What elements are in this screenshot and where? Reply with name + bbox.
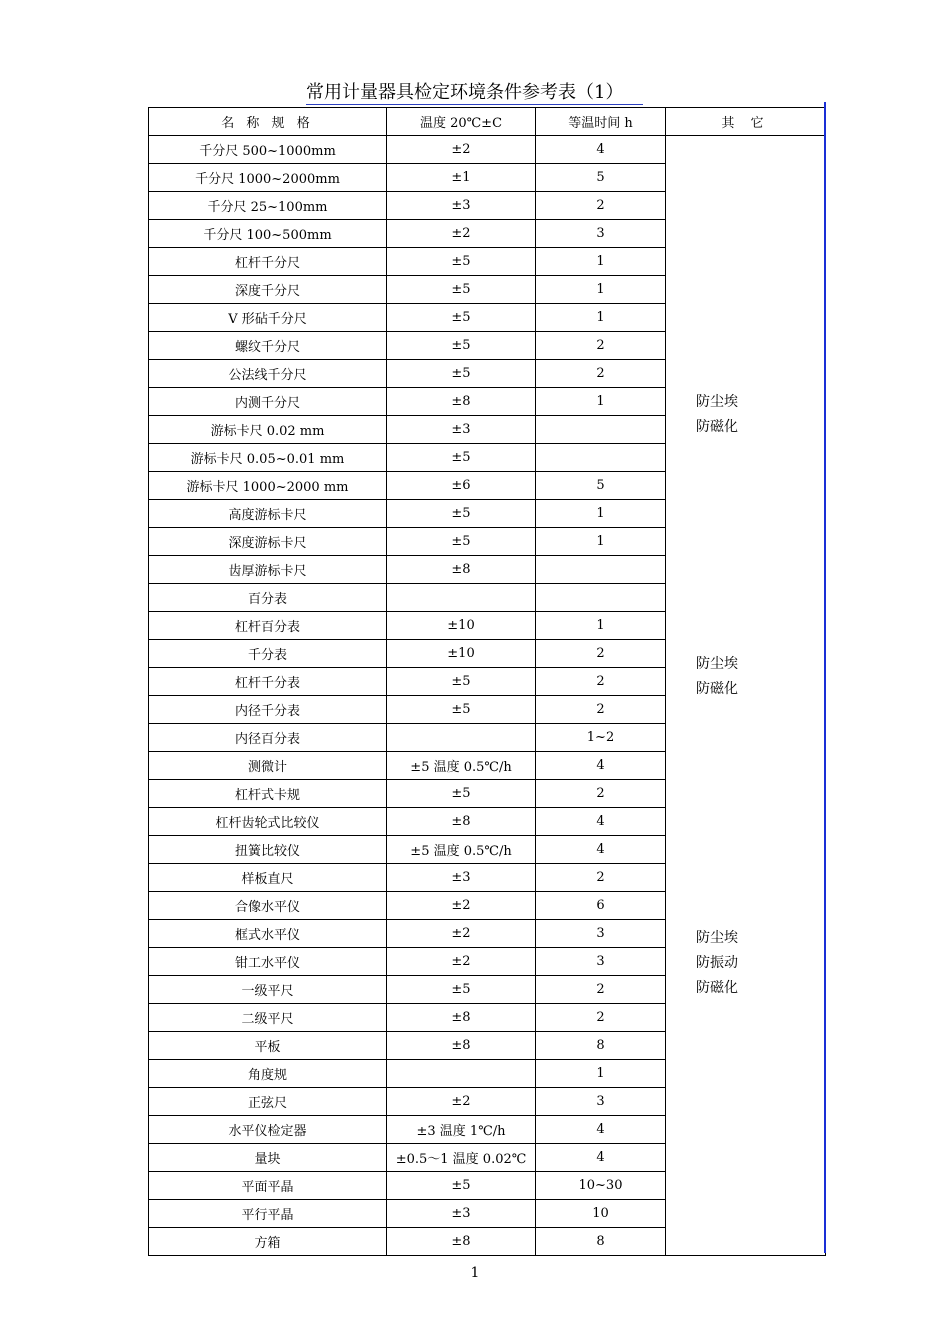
cell-name: 水平仪检定器 [149, 1116, 387, 1144]
cell-temperature: ±8 [387, 1004, 536, 1032]
cell-name: 角度规 [149, 1060, 387, 1088]
cell-soak-time: 1 [536, 248, 666, 276]
environment-table [148, 107, 826, 1256]
cell-temperature: ±10 [387, 640, 536, 668]
cell-soak-time: 2 [536, 864, 666, 892]
cell-temperature: ±5 温度 0.5℃/h [387, 752, 536, 780]
cell-name: 杠杆齿轮式比较仪 [149, 808, 387, 836]
note-line: 防磁化 [696, 980, 738, 996]
cell-temperature: ±3 [387, 416, 536, 444]
cell-temperature: ±6 [387, 472, 536, 500]
cell-temperature: ±8 [387, 388, 536, 416]
cell-name: 齿厚游标卡尺 [149, 556, 387, 584]
cell-soak-time: 1 [536, 1060, 666, 1088]
cell-name: 框式水平仪 [149, 920, 387, 948]
cell-name: 千分表 [149, 640, 387, 668]
cell-name: V 形砧千分尺 [149, 304, 387, 332]
cell-name: 正弦尺 [149, 1088, 387, 1116]
note-line: 防尘埃 [696, 656, 738, 672]
cell-name: 千分尺 1000~2000mm [149, 164, 387, 192]
cell-name: 平面平晶 [149, 1172, 387, 1200]
cell-name: 方箱 [149, 1228, 387, 1256]
header-soak-time: 等温时间 h [536, 108, 666, 136]
cell-soak-time: 8 [536, 1228, 666, 1256]
cell-temperature: ±8 [387, 808, 536, 836]
cell-temperature: ±2 [387, 220, 536, 248]
cell-soak-time [536, 556, 666, 584]
cell-other-notes [666, 136, 826, 1256]
cell-name: 杠杆式卡规 [149, 780, 387, 808]
cell-soak-time: 10 [536, 1200, 666, 1228]
cell-soak-time: 4 [536, 136, 666, 164]
cell-name: 千分尺 100~500mm [149, 220, 387, 248]
cell-name: 高度游标卡尺 [149, 500, 387, 528]
cell-soak-time [536, 444, 666, 472]
cell-soak-time: 1 [536, 612, 666, 640]
cell-soak-time: 8 [536, 1032, 666, 1060]
cell-temperature: ±8 [387, 556, 536, 584]
cell-name: 内测千分尺 [149, 388, 387, 416]
note-group [696, 926, 738, 1001]
header-name: 名 称 规 格 [149, 108, 387, 136]
cell-soak-time: 4 [536, 836, 666, 864]
cell-name: 深度千分尺 [149, 276, 387, 304]
cell-name: 深度游标卡尺 [149, 528, 387, 556]
cell-soak-time: 3 [536, 920, 666, 948]
cell-soak-time: 1 [536, 528, 666, 556]
margin-bar [824, 102, 826, 1253]
cell-soak-time: 4 [536, 752, 666, 780]
cell-temperature: ±5 [387, 500, 536, 528]
cell-temperature: ±5 [387, 248, 536, 276]
note-line: 防尘埃 [696, 394, 738, 410]
cell-name: 二级平尺 [149, 1004, 387, 1032]
cell-temperature: ±3 温度 1℃/h [387, 1116, 536, 1144]
table-header-row [149, 108, 826, 136]
cell-temperature: ±1 [387, 164, 536, 192]
cell-name: 千分尺 500~1000mm [149, 136, 387, 164]
cell-soak-time: 3 [536, 948, 666, 976]
cell-temperature: ±5 [387, 668, 536, 696]
cell-temperature: ±8 [387, 1032, 536, 1060]
cell-name: 百分表 [149, 584, 387, 612]
note-group [696, 652, 738, 702]
cell-temperature: ±5 [387, 780, 536, 808]
cell-soak-time: 2 [536, 360, 666, 388]
cell-temperature: ±5 [387, 444, 536, 472]
cell-name: 测微计 [149, 752, 387, 780]
cell-name: 一级平尺 [149, 976, 387, 1004]
cell-name: 平板 [149, 1032, 387, 1060]
cell-temperature: ±5 [387, 332, 536, 360]
cell-name: 千分尺 25~100mm [149, 192, 387, 220]
cell-soak-time: 5 [536, 164, 666, 192]
cell-temperature: ±2 [387, 136, 536, 164]
cell-temperature: ±2 [387, 920, 536, 948]
cell-temperature: ±3 [387, 192, 536, 220]
cell-temperature: ±5 [387, 304, 536, 332]
cell-temperature: ±5 [387, 1172, 536, 1200]
cell-soak-time: 2 [536, 780, 666, 808]
cell-name: 平行平晶 [149, 1200, 387, 1228]
cell-soak-time: 1 [536, 304, 666, 332]
cell-soak-time: 1~2 [536, 724, 666, 752]
cell-temperature: ±5 [387, 276, 536, 304]
cell-name: 螺纹千分尺 [149, 332, 387, 360]
title-underline [306, 104, 643, 105]
cell-soak-time: 1 [536, 388, 666, 416]
cell-name: 扭簧比较仪 [149, 836, 387, 864]
cell-soak-time: 1 [536, 500, 666, 528]
cell-soak-time: 4 [536, 1144, 666, 1172]
cell-temperature: ±8 [387, 1228, 536, 1256]
cell-name: 内径千分表 [149, 696, 387, 724]
cell-temperature: ±3 [387, 864, 536, 892]
cell-soak-time: 10~30 [536, 1172, 666, 1200]
cell-temperature: ±5 [387, 528, 536, 556]
cell-soak-time: 2 [536, 696, 666, 724]
note-line: 防尘埃 [696, 930, 738, 946]
cell-soak-time: 3 [536, 220, 666, 248]
page-title: 常用计量器具检定环境条件参考表（1） [306, 82, 624, 103]
cell-name: 量块 [149, 1144, 387, 1172]
cell-temperature: ±2 [387, 948, 536, 976]
cell-temperature: ±10 [387, 612, 536, 640]
cell-soak-time: 2 [536, 668, 666, 696]
cell-name: 样板直尺 [149, 864, 387, 892]
cell-soak-time: 2 [536, 1004, 666, 1032]
table-row [149, 136, 826, 164]
cell-name: 钳工水平仪 [149, 948, 387, 976]
cell-name: 杠杆千分尺 [149, 248, 387, 276]
cell-soak-time: 2 [536, 640, 666, 668]
cell-temperature [387, 584, 536, 612]
cell-soak-time: 6 [536, 892, 666, 920]
note-line: 防振动 [696, 955, 738, 971]
cell-soak-time: 2 [536, 332, 666, 360]
cell-temperature [387, 1060, 536, 1088]
cell-name: 杠杆百分表 [149, 612, 387, 640]
cell-temperature: ±2 [387, 892, 536, 920]
cell-temperature: ±5 [387, 976, 536, 1004]
table-body [149, 136, 826, 1256]
cell-name: 游标卡尺 0.02 mm [149, 416, 387, 444]
cell-soak-time: 3 [536, 1088, 666, 1116]
note-line: 防磁化 [696, 419, 738, 435]
cell-name: 合像水平仪 [149, 892, 387, 920]
cell-temperature: ±5 温度 0.5℃/h [387, 836, 536, 864]
cell-temperature [387, 724, 536, 752]
cell-temperature: ±2 [387, 1088, 536, 1116]
cell-temperature: ±3 [387, 1200, 536, 1228]
cell-soak-time: 4 [536, 808, 666, 836]
header-temperature: 温度 20℃±C [387, 108, 536, 136]
cell-temperature: ±5 [387, 696, 536, 724]
cell-name: 游标卡尺 1000~2000 mm [149, 472, 387, 500]
cell-name: 杠杆千分表 [149, 668, 387, 696]
cell-name: 游标卡尺 0.05~0.01 mm [149, 444, 387, 472]
page-number: 1 [470, 1265, 480, 1281]
cell-soak-time: 5 [536, 472, 666, 500]
cell-soak-time: 2 [536, 976, 666, 1004]
cell-name: 公法线千分尺 [149, 360, 387, 388]
cell-soak-time: 1 [536, 276, 666, 304]
cell-soak-time: 2 [536, 192, 666, 220]
note-line: 防磁化 [696, 681, 738, 697]
cell-name: 内径百分表 [149, 724, 387, 752]
cell-temperature: ±5 [387, 360, 536, 388]
header-other: 其 它 [666, 108, 826, 136]
cell-soak-time: 4 [536, 1116, 666, 1144]
note-group [696, 390, 738, 440]
cell-temperature: ±0.5～1 温度 0.02℃ [387, 1144, 536, 1172]
cell-soak-time [536, 584, 666, 612]
cell-soak-time [536, 416, 666, 444]
